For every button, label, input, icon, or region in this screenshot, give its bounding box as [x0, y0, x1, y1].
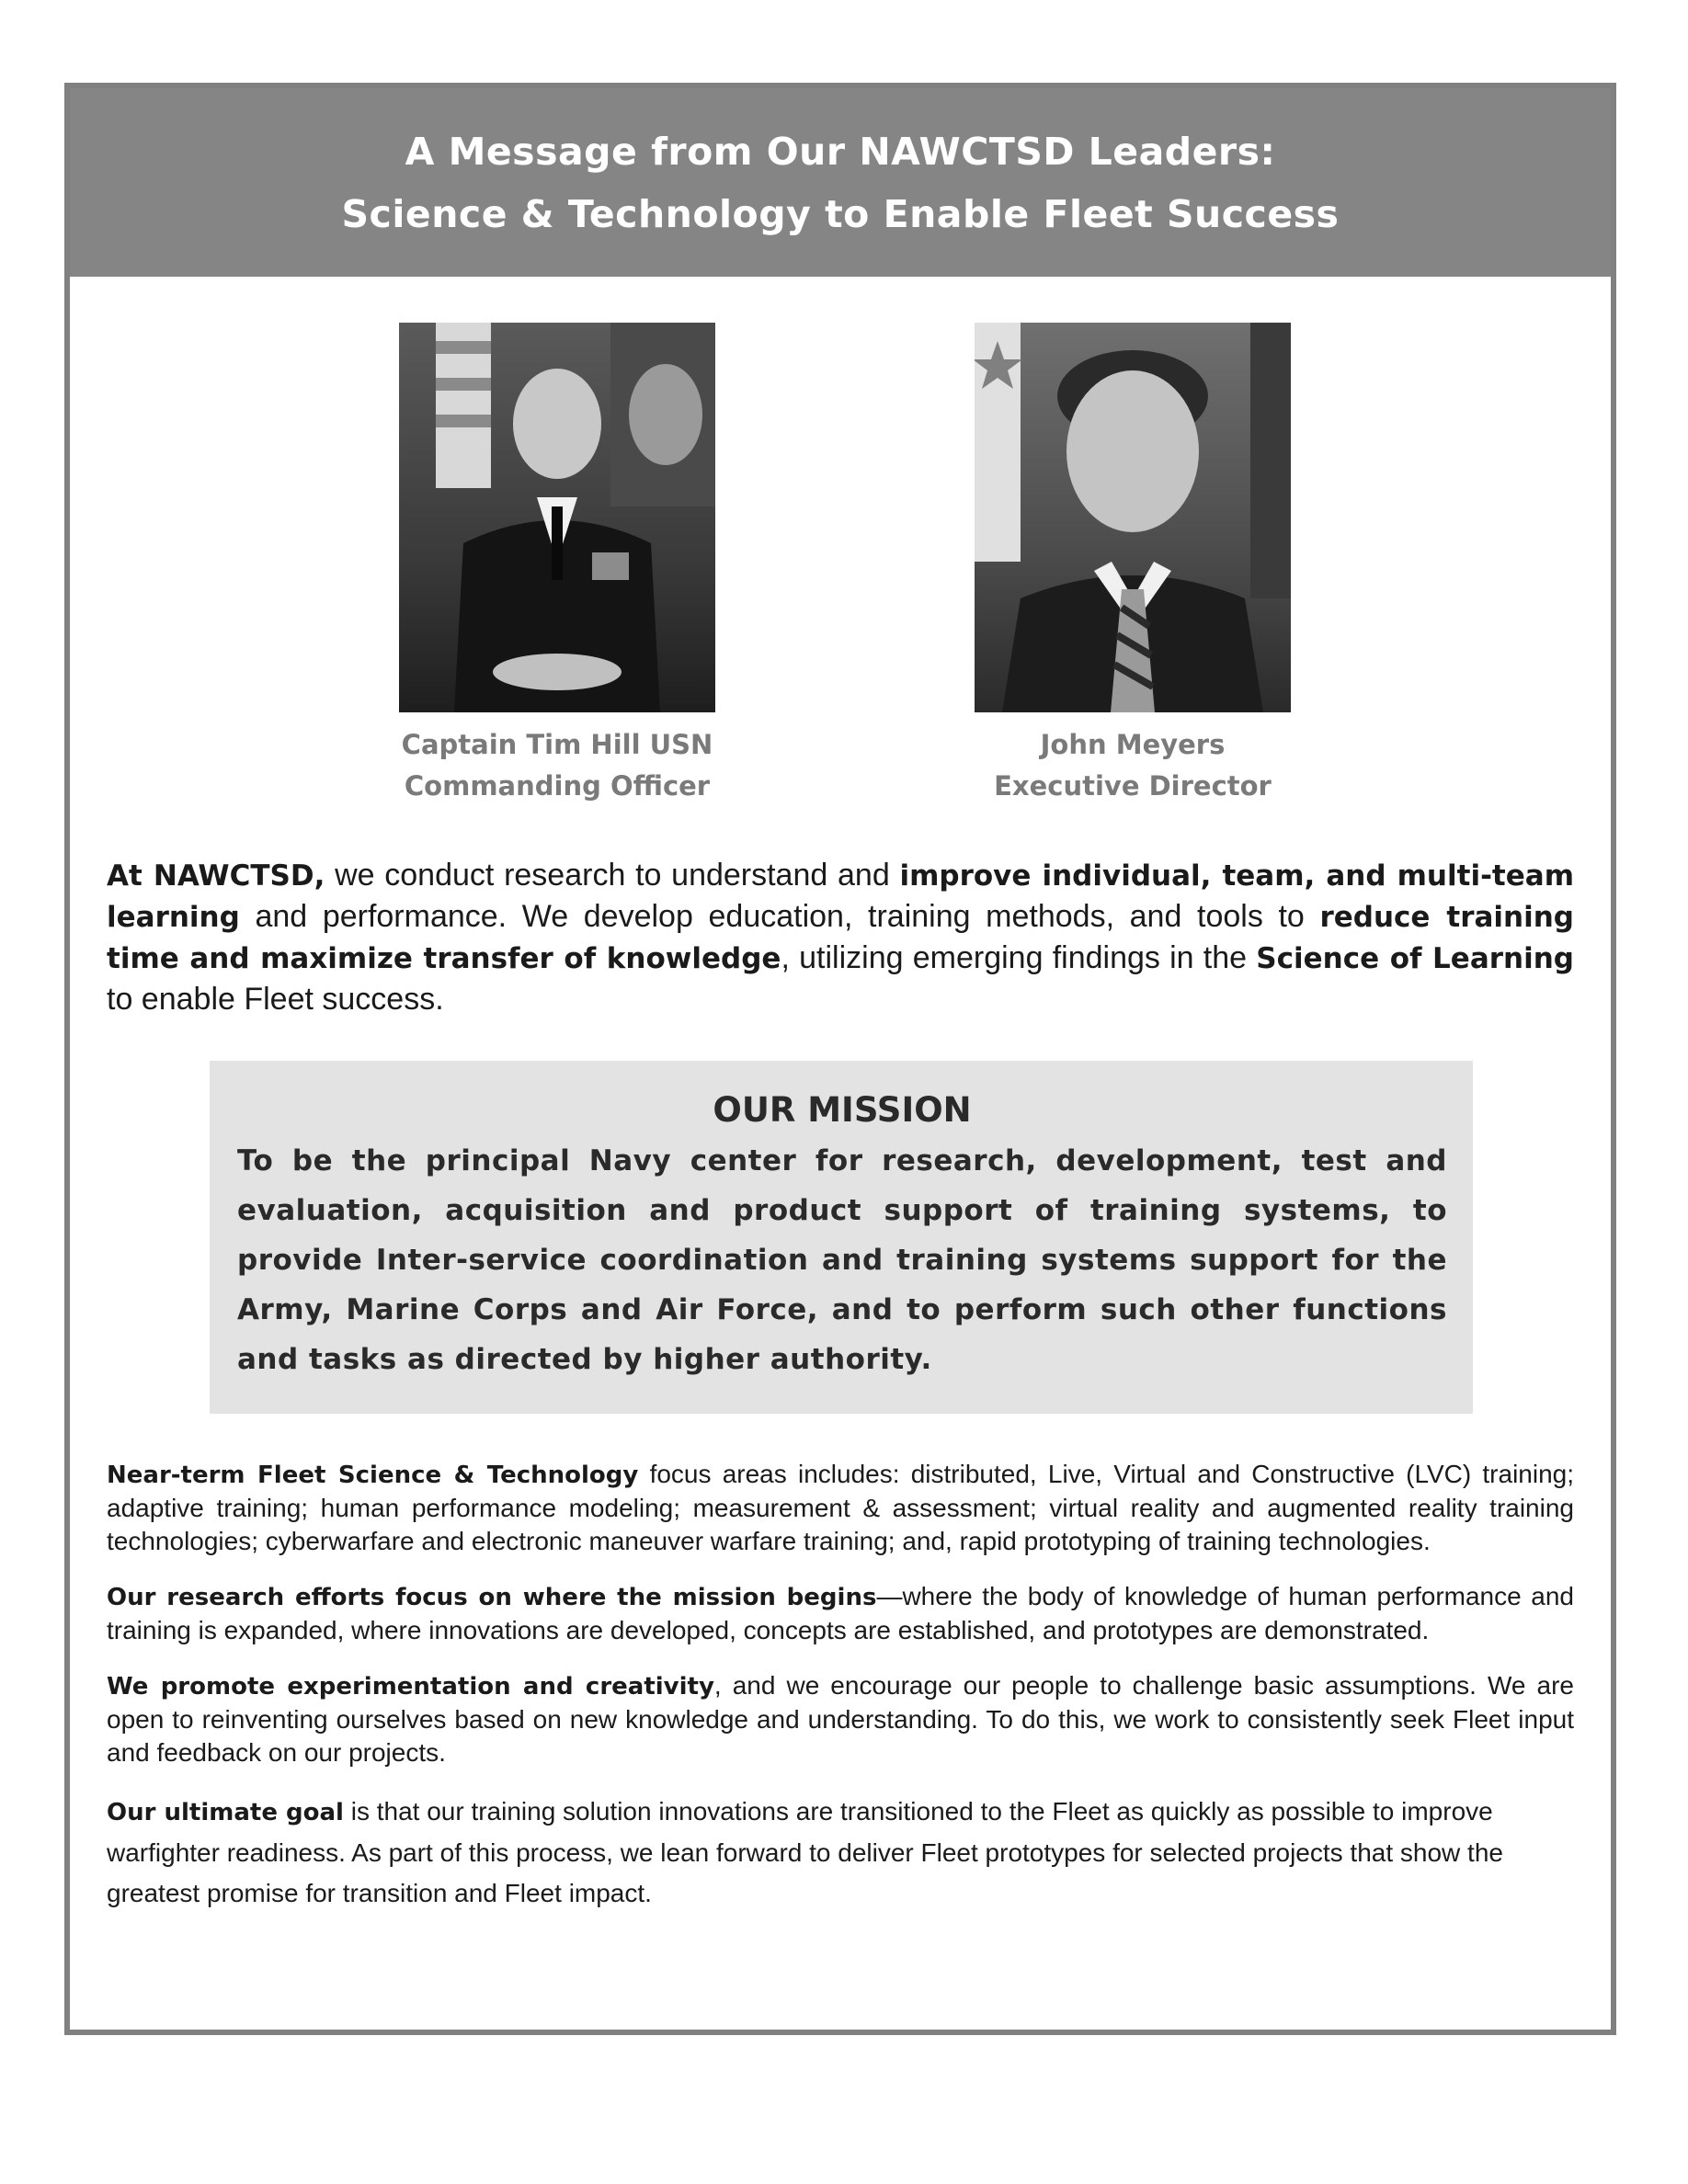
caption-executive-director — [921, 724, 1344, 807]
intro-text-2: and performance. We develop education, training methods, and tools to — [239, 899, 1320, 934]
intro-text-1: we conduct research to understand and — [325, 858, 900, 893]
header-banner — [70, 88, 1611, 277]
intro-text-3: , utilizing emerging findings in the — [781, 940, 1257, 975]
leader-role: Executive Director — [994, 770, 1272, 802]
paragraph-focus-areas — [107, 1458, 1574, 1558]
portrait-commanding-officer — [399, 323, 715, 712]
paragraph-lead: We promote experimentation and creativity — [107, 1673, 714, 1701]
portrait-executive-director — [975, 323, 1291, 712]
mission-title: OUR MISSION — [713, 1090, 972, 1130]
paragraph-text: is that our training solution innovations are transitioned to the Fleet as quickly as possible to improve warfighter readiness. As part of this process, we lean forward to deliver Fleet prototypes for selected projects that show the greatest promise for transition and Fleet impact. — [107, 1797, 1503, 1907]
paragraph-text: —where the body of knowledge of human performance and training is expanded, where innovations are developed, concepts are established, and prototypes are demonstrated. — [107, 1582, 1574, 1644]
paragraph-ultimate-goal — [107, 1792, 1574, 1914]
paragraph-lead: Near-term Fleet Science & Technology — [107, 1462, 639, 1489]
leader-name: John Meyers — [1040, 729, 1226, 760]
intro-paragraph — [107, 855, 1574, 1019]
intro-text-4: to enable Fleet success. — [107, 982, 444, 1017]
paragraph-lead: Our research efforts focus on where the mission begins — [107, 1584, 877, 1611]
leader-name: Captain Tim Hill USN — [401, 729, 713, 760]
title-line-2: Science & Technology to Enable Fleet Success — [341, 191, 1340, 236]
caption-commanding-officer — [346, 724, 769, 807]
intro-bold-2: improve individual, team, and multi-team learning — [107, 859, 1574, 934]
intro-bold-4: Science of Learning — [1256, 942, 1574, 975]
mission-text: To be the principal Navy center for research, development, test and evaluation, acquisition and product support of training systems, to provide Inter-service coordination and training systems support for the Army, Marine Corps and Air Force, and to perform such other functions and tasks as directed by higher authority. — [237, 1144, 1447, 1376]
paragraph-experimentation — [107, 1669, 1574, 1769]
body-text — [107, 1458, 1574, 1936]
paragraph-text: , and we encourage our people to challenge basic assumptions. We are open to reinventing ourselves based on new knowledge and understanding. To do this, we work to consistently seek Fleet input and feedback on our projects. — [107, 1671, 1574, 1767]
title-line-1: A Message from Our NAWCTSD Leaders: — [405, 129, 1276, 174]
document-frame — [64, 83, 1616, 2035]
paragraph-text: focus areas includes: distributed, Live, Virtual and Constructive (LVC) training; adaptive training; human performance modeling; measurement & assessment; virtual reality and augmented reality training technologies; cyberwarfare and electronic maneuver warfare training; and, rapid prototyping of training technologies. — [107, 1460, 1575, 1555]
paragraph-research-efforts — [107, 1580, 1574, 1647]
leader-role: Commanding Officer — [404, 770, 711, 802]
intro-bold-3: reduce training time and maximize transfer of knowledge — [107, 901, 1574, 975]
paragraph-lead: Our ultimate goal — [107, 1799, 344, 1826]
mission-box — [210, 1061, 1473, 1414]
intro-bold-1: At NAWCTSD, — [107, 859, 325, 893]
